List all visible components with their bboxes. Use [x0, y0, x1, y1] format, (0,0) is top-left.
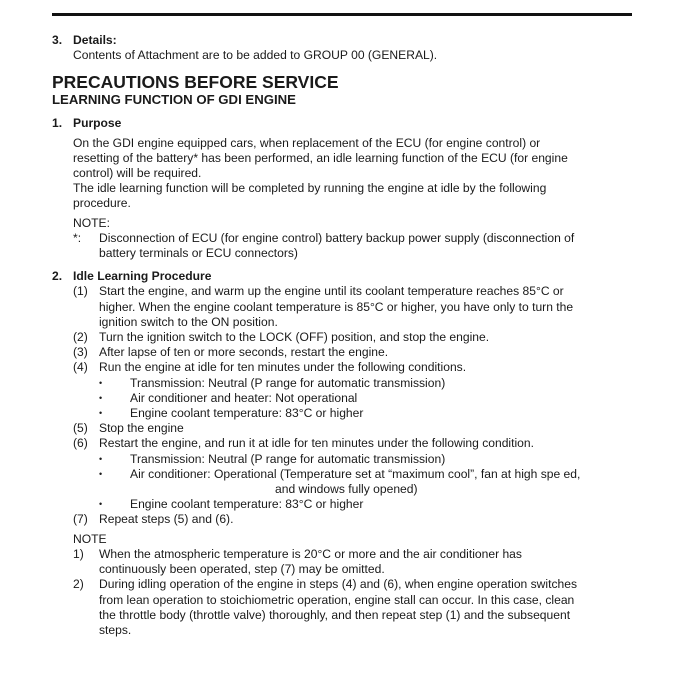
note-line: the throttle body (throttle valve) thoroughly, and then repeat step (1) and the subsequent [99, 607, 571, 622]
bullet-item [99, 467, 632, 497]
note-line: steps. [99, 622, 132, 637]
note-number: 2) [73, 577, 84, 592]
notes-label: NOTE [73, 531, 107, 546]
bullet-icon: • [99, 499, 103, 510]
step-1 [52, 284, 632, 330]
purpose-number: 1. [52, 116, 63, 131]
step-7 [52, 512, 632, 527]
note-line: continuously been operated, step (7) may be omitted. [99, 562, 385, 577]
step-line: Start the engine, and warm up the engine until its coolant temperature reaches 85°C or [99, 284, 564, 299]
purpose-heading [52, 116, 632, 131]
bullet-text: Engine coolant temperature: 83°C or higher [130, 406, 364, 421]
step-text: Restart the engine, and run it at idle for ten minutes under the following condition. [99, 436, 534, 451]
details-number: 3. [52, 33, 63, 47]
step-6 [52, 436, 632, 451]
note-marker: *: [73, 230, 82, 245]
page-title: PRECAUTIONS BEFORE SERVICE [52, 72, 339, 93]
note-line: When the atmospheric temperature is 20°C or more and the air conditioner has [99, 546, 522, 561]
step-text: After lapse of ten or more seconds, restart the engine. [99, 345, 389, 360]
step-line: higher. When the engine coolant temperature is 85°C or higher, you have only to turn the [99, 299, 574, 314]
note-item-1 [73, 547, 632, 577]
purpose-line: resetting of the battery* has been performed, an idle learning function of the ECU (for engine [73, 150, 568, 165]
details-title: Details: [73, 33, 117, 47]
purpose-title: Purpose [73, 116, 122, 131]
step-text: Repeat steps (5) and (6). [99, 512, 234, 527]
bullet-item [99, 497, 632, 512]
procedure-title: Idle Learning Procedure [73, 269, 212, 284]
note-line: battery terminals or ECU connectors) [99, 246, 298, 261]
step-number: (3) [73, 345, 88, 360]
step-text: Stop the engine [99, 421, 184, 436]
bullet-icon: • [99, 392, 103, 403]
top-rule [52, 13, 632, 16]
step-number: (7) [73, 512, 88, 527]
step-number: (4) [73, 360, 88, 375]
note-line: Disconnection of ECU (for engine control) battery backup power supply (disconnection of [99, 230, 575, 245]
bullet-item [99, 406, 632, 421]
bullet-text: Engine coolant temperature: 83°C or higher [130, 497, 364, 512]
bullet-text: Air conditioner: Operational (Temperature set at “maximum cool”, fan at high spe ed, [130, 466, 581, 481]
step-5 [52, 421, 632, 436]
bullet-text: Air conditioner and heater: Not operational [130, 390, 358, 405]
purpose-line: procedure. [73, 196, 131, 211]
step-line: ignition switch to the ON position. [99, 314, 278, 329]
bullet-item [99, 376, 632, 391]
details-heading [52, 33, 632, 48]
bullet-text: Transmission: Neutral (P range for automatic transmission) [130, 451, 446, 466]
step-number: (1) [73, 284, 88, 299]
procedure-number: 2. [52, 269, 63, 284]
step-4 [52, 360, 632, 375]
step-number: (6) [73, 436, 88, 451]
purpose-paragraph [73, 136, 632, 212]
purpose-note-label: NOTE: [73, 215, 110, 230]
step-text: Run the engine at idle for ten minutes under the following conditions. [99, 360, 467, 375]
bullet-icon: • [99, 377, 103, 388]
bullet-icon: • [99, 453, 103, 464]
purpose-note [52, 231, 632, 261]
bullet-text: Transmission: Neutral (P range for automatic transmission) [130, 375, 446, 390]
step-number: (2) [73, 330, 88, 345]
procedure-heading [52, 269, 632, 284]
section-title: LEARNING FUNCTION OF GDI ENGINE [52, 92, 296, 108]
note-line: from lean operation to stoichiometric operation, engine stall can occur. In this case, clean [99, 592, 575, 607]
note-line: During idling operation of the engine in steps (4) and (6), when engine operation switches [99, 577, 577, 592]
bullet-item [99, 391, 632, 406]
document-page [52, 33, 632, 638]
purpose-line: The idle learning function will be completed by running the engine at idle by the following [73, 181, 547, 196]
step-2 [52, 330, 632, 345]
bullet-icon: • [99, 468, 103, 479]
purpose-line: On the GDI engine equipped cars, when replacement of the ECU (for engine control) or [73, 135, 541, 150]
step-number: (5) [73, 421, 88, 436]
step-3 [52, 345, 632, 360]
bullet-item [99, 452, 632, 467]
bullet-icon: • [99, 408, 103, 419]
note-item-2 [73, 577, 632, 638]
purpose-line: control) will be required. [73, 166, 202, 181]
step-text: Turn the ignition switch to the LOCK (OFF) position, and stop the engine. [99, 330, 490, 345]
details-text: Contents of Attachment are to be added to GROUP 00 (GENERAL). [73, 48, 438, 63]
bullet-text-continued: and windows fully opened) [275, 482, 418, 497]
note-number: 1) [73, 546, 84, 561]
